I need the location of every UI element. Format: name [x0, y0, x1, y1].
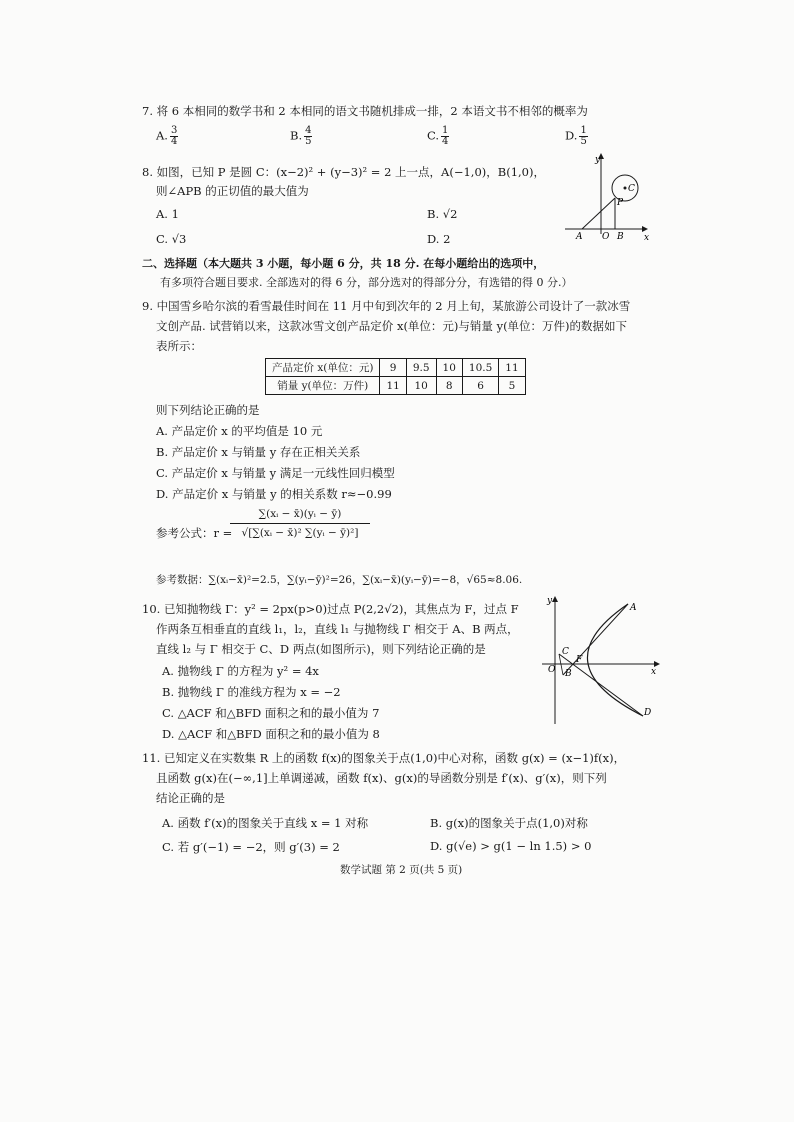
- q7-stem: 7. 将 6 本相同的数学书和 2 本相同的语文书随机排成一排，2 本语文书不相邻的概率为: [142, 104, 588, 118]
- q9-formula-label: 参考公式：r =: [156, 526, 233, 540]
- q8-option-d: D. 2: [427, 232, 451, 246]
- q9-formula: [230, 508, 370, 539]
- q11-stem-line3: 结论正确的是: [156, 791, 225, 805]
- q10-stem-line2: 作两条互相垂直的直线 l₁，l₂，直线 l₁ 与抛物线 Γ 相交于 A、B 两点，: [156, 622, 519, 636]
- q10-label-c: C: [562, 647, 569, 657]
- table-cell: 9.5: [406, 359, 436, 377]
- q8-label-b: B: [617, 232, 624, 242]
- q8-label-x: x: [644, 233, 650, 242]
- q9-formula-denominator: √[∑(xᵢ − x̄)² ∑(yᵢ − ȳ)²]: [241, 527, 359, 539]
- q7-option-d: D. $\frac{1}{5}$: [565, 125, 587, 147]
- q9-data-table: [265, 358, 526, 395]
- q8-option-a: A. 1: [156, 207, 179, 221]
- table-cell: 10: [436, 359, 462, 377]
- table-row: [266, 359, 526, 377]
- page-footer: 数学试题 第 2 页(共 5 页): [340, 864, 463, 876]
- q10-parabola: [587, 604, 643, 716]
- q8-label-p: P: [617, 198, 624, 208]
- section2-instructions: 有多项符合题目要求. 全部选对的得 6 分，部分选对的得部分分，有选错的得 0 分.）: [160, 276, 573, 289]
- q10-line-l2: [559, 654, 643, 716]
- table-cell: 11: [380, 377, 406, 395]
- table-cell: 10: [406, 377, 436, 395]
- table-cell: 9: [380, 359, 406, 377]
- q10-parabola-figure: [538, 592, 662, 728]
- section2-heading: 二、选择题（本大题共 3 小题，每小题 6 分，共 18 分. 在每小题给出的选项中，: [142, 257, 545, 270]
- table-header-sales: 销量 y(单位：万件): [266, 377, 380, 395]
- q10-label-y: y: [547, 596, 553, 606]
- q9-option-a: A. 产品定价 x 的平均值是 10 元: [156, 424, 323, 438]
- q10-label-b: B: [565, 669, 572, 679]
- table-row: [266, 377, 526, 395]
- q8-stem-line1: 8. 如图，已知 P 是圆 C：(x−2)² + (y−3)² = 2 上一点，A(−1,0)，B(1,0)，: [142, 165, 545, 179]
- q10-option-c: C. △ACF 和△BFD 面积之和的最小值为 7: [162, 706, 380, 720]
- q11-stem-line1: 11. 已知定义在实数集 R 上的函数 f(x)的图象关于点(1,0)中心对称，函数 g(x) = (x−1)f(x)，: [142, 751, 626, 765]
- q8-label-o: O: [602, 232, 610, 242]
- q9-reference-data: 参考数据：∑(xᵢ−x̄)²=2.5，∑(yᵢ−ȳ)²=26，∑(xᵢ−x̄)(yᵢ−ȳ)=−8，√65≈8.06.: [156, 574, 523, 586]
- q9-option-b: B. 产品定价 x 与销量 y 存在正相关关系: [156, 445, 361, 459]
- q9-stem-line1: 9. 中国雪乡哈尔滨的看雪最佳时间在 11 月中旬到次年的 2 月上旬，某旅游公司设计了一款冰雪: [142, 299, 631, 313]
- q7-option-a: A. $\frac{3}{4}$: [156, 125, 178, 147]
- q10-option-d: D. △ACF 和△BFD 面积之和的最小值为 8: [162, 727, 380, 741]
- q10-label-a: A: [630, 603, 637, 613]
- q10-option-b: B. 抛物线 Γ 的准线方程为 x = −2: [162, 685, 341, 699]
- q11-option-d: D. g(√e) > g(1 − ln 1.5) > 0: [430, 839, 592, 853]
- q10-stem-line1: 10. 已知抛物线 Γ：y² = 2px(p>0)过点 P(2,2√2)，其焦点为 F，过点 F: [142, 602, 519, 616]
- q8-option-b: B. √2: [427, 207, 458, 221]
- q9-option-d: D. 产品定价 x 与销量 y 的相关系数 r≈−0.99: [156, 487, 392, 501]
- q7-option-b: B. $\frac{4}{5}$: [290, 125, 312, 147]
- q11-stem-line2: 且函数 g(x)在(−∞,1]上单调递减，函数 f(x)、g(x)的导函数分别是 f′(x)、g′(x)，则下列: [156, 771, 607, 785]
- q7-option-c: C. $\frac{1}{4}$: [427, 125, 449, 147]
- q11-option-b: B. g(x)的图象关于点(1,0)对称: [430, 816, 588, 830]
- q8-stem-line2: 则∠APB 的正切值的最大值为: [156, 184, 309, 198]
- q9-stem-line3: 表所示：: [156, 339, 202, 353]
- q10-label-o: O: [548, 665, 556, 675]
- q9-prompt: 则下列结论正确的是: [156, 403, 260, 417]
- q9-formula-numerator: ∑(xᵢ − x̄)(yᵢ − ȳ): [230, 508, 370, 524]
- q8-label-a: A: [576, 232, 583, 242]
- q11-option-a: A. 函数 f′(x)的图象关于直线 x = 1 对称: [162, 816, 369, 830]
- q8-segment-pa: [582, 198, 615, 229]
- table-cell: 6: [462, 377, 498, 395]
- table-cell: 8: [436, 377, 462, 395]
- q8-label-c: C: [628, 184, 635, 194]
- q9-stem-line2: 文创产品. 试营销以来，这款冰雪文创产品定价 x(单位：元)与销量 y(单位：万件)的数据如下: [156, 319, 628, 333]
- table-cell: 11: [499, 359, 525, 377]
- q10-option-a: A. 抛物线 Γ 的方程为 y² = 4x: [162, 664, 319, 678]
- q10-stem-line3: 直线 l₂ 与 Γ 相交于 C、D 两点(如图所示)，则下列结论正确的是: [156, 642, 486, 656]
- table-cell: 5: [499, 377, 525, 395]
- table-cell: 10.5: [462, 359, 498, 377]
- q11-option-c: C. 若 g′(−1) = −2，则 g′(3) = 2: [162, 840, 340, 854]
- q10-label-x: x: [651, 667, 657, 677]
- q9-option-c: C. 产品定价 x 与销量 y 满足一元线性回归模型: [156, 466, 395, 480]
- q8-circle-figure: [545, 150, 650, 242]
- q8-label-y: y: [595, 155, 601, 165]
- q10-label-d: D: [644, 708, 652, 718]
- table-header-price: 产品定价 x(单位：元): [266, 359, 380, 377]
- q8-center-point: [624, 187, 627, 190]
- q10-label-f: F: [576, 655, 583, 665]
- q8-option-c: C. √3: [156, 232, 187, 246]
